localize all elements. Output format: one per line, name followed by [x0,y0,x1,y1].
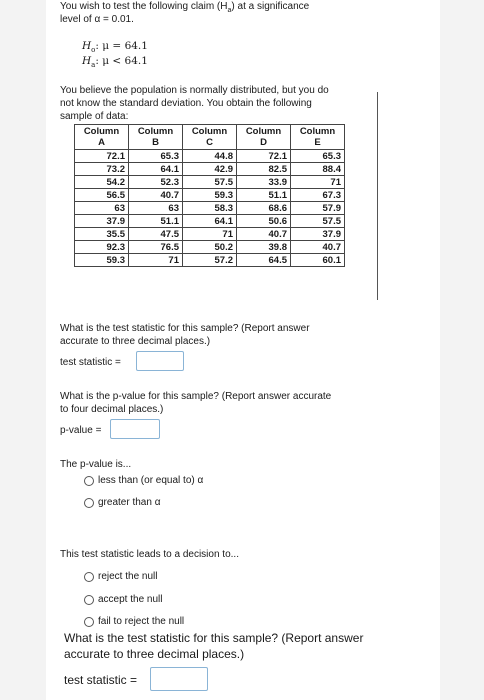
table-cell: 68.6 [237,202,291,215]
table-cell: 73.2 [75,163,129,176]
table-cell: 59.3 [183,189,237,202]
column-header: Column B [129,125,183,150]
table-cell: 40.7 [129,189,183,202]
table-cell: 76.5 [129,241,183,254]
data-intro-line-1: You believe the population is normally distributed, but you do [60,85,329,96]
table-cell: 40.7 [237,228,291,241]
table-row [75,241,345,254]
table-row [75,176,345,189]
table-cell: 57.9 [291,202,345,215]
table-row [75,202,345,215]
option-label: fail to reject the null [98,616,185,627]
table-cell: 39.8 [237,241,291,254]
column-header: Column D [237,125,291,150]
data-table [74,124,345,267]
data-intro-line-2: not know the standard deviation. You obtain the following [60,98,312,109]
table-cell: 40.7 [291,241,345,254]
q1-label: test statistic = [60,357,121,368]
table-cell: 37.9 [291,228,345,241]
option-label: less than (or equal to) α [98,475,204,486]
alternative-hypothesis: $H_a$: μ < 64.1 [82,55,148,70]
column-header: Column A [75,125,129,150]
table-cell: 82.5 [237,163,291,176]
p-value-input[interactable] [110,419,160,439]
q5-prompt-line-2: accurate to three decimal places.) [64,647,245,661]
option-label: accept the null [98,594,163,605]
table-row [75,228,345,241]
radio-greater-than-alpha[interactable] [84,498,94,508]
radio-reject-null[interactable] [84,572,94,582]
column-header: Column E [291,125,345,150]
table-cell: 51.1 [237,189,291,202]
table-cell: 57.5 [291,215,345,228]
radio-accept-null[interactable] [84,595,94,605]
table-cell: 52.3 [129,176,183,189]
table-cell: 71 [129,254,183,267]
table-cell: 71 [291,176,345,189]
table-cell: 57.5 [183,176,237,189]
table-cell: 42.9 [183,163,237,176]
q2-prompt-line-2: to four decimal places.) [60,404,164,415]
table-cell: 60.1 [291,254,345,267]
table-cell: 51.1 [129,215,183,228]
table-cell: 50.2 [183,241,237,254]
column-header: Column C [183,125,237,150]
null-hypothesis: $H_o$: μ = 64.1 [82,40,148,55]
table-cell: 64.5 [237,254,291,267]
table-cell: 47.5 [129,228,183,241]
table-cell: 71 [183,228,237,241]
q3-prompt: The p-value is... [60,459,132,470]
q2-label: p-value = [60,425,102,436]
table-cell: 63 [75,202,129,215]
table-cell: 65.3 [291,150,345,163]
test-statistic-input-2[interactable] [150,667,208,691]
data-intro-line-3: sample of data: [60,111,129,122]
table-cell: 65.3 [129,150,183,163]
intro-line-2: level of α = 0.01. [60,14,134,25]
table-row [75,150,345,163]
table-cell: 35.5 [75,228,129,241]
left-margin [0,0,46,700]
table-cell: 92.3 [75,241,129,254]
q1-prompt-line-1: What is the test statistic for this sample? (Report answer [60,323,310,334]
q5-prompt-line-1: What is the test statistic for this sample? (Report answer [64,631,364,645]
table-cell: 57.2 [183,254,237,267]
intro-line-1: You wish to test the following claim $(H_a)$ at a significance [60,1,310,14]
table-header-row [75,125,345,150]
option-label: reject the null [98,571,158,582]
table-row [75,215,345,228]
q2-prompt-line-1: What is the p-value for this sample? (Report answer accurate [60,391,332,402]
q5-label: test statistic = [64,673,138,687]
q1-prompt-line-2: accurate to three decimal places.) [60,336,211,347]
table-cell: 64.1 [183,215,237,228]
radio-fail-to-reject-null[interactable] [84,617,94,627]
q4-prompt: This test statistic leads to a decision to... [60,549,239,560]
table-row [75,189,345,202]
right-margin [440,0,484,700]
table-cell: 58.3 [183,202,237,215]
table-cell: 88.4 [291,163,345,176]
table-cell: 59.3 [75,254,129,267]
table-cell: 54.2 [75,176,129,189]
radio-less-than-alpha[interactable] [84,476,94,486]
table-cell: 33.9 [237,176,291,189]
table-cell: 63 [129,202,183,215]
table-row [75,163,345,176]
table-row [75,254,345,267]
test-statistic-input[interactable] [136,351,184,371]
table-cell: 37.9 [75,215,129,228]
table-cell: 64.1 [129,163,183,176]
table-cell: 56.5 [75,189,129,202]
table-cell: 67.3 [291,189,345,202]
divider-line [377,92,378,300]
table-cell: 72.1 [75,150,129,163]
table-cell: 72.1 [237,150,291,163]
table-cell: 44.8 [183,150,237,163]
table-cell: 50.6 [237,215,291,228]
option-label: greater than α [98,497,161,508]
